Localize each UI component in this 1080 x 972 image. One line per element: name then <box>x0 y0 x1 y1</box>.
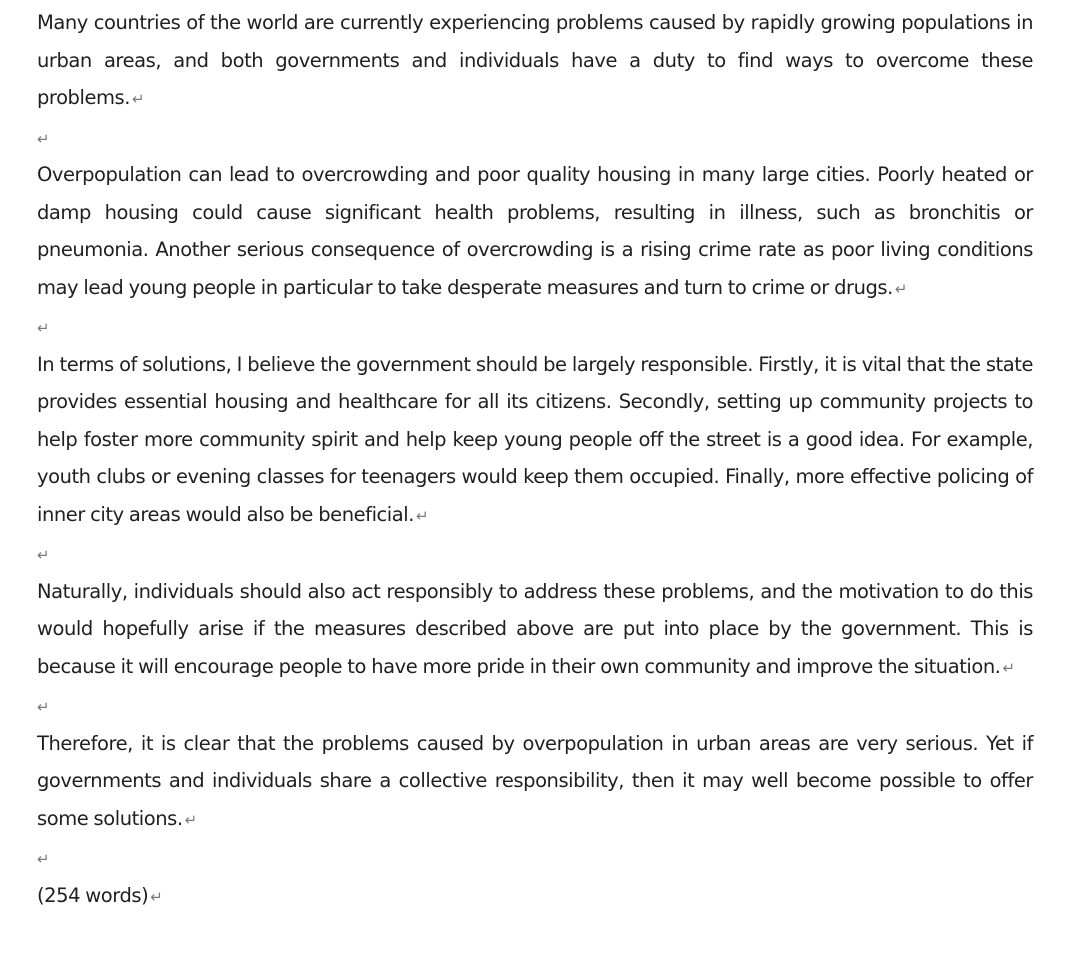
paragraph-mark-icon: ↵ <box>1002 658 1016 677</box>
empty-paragraph <box>37 308 1033 346</box>
paragraph-mark-icon: ↵ <box>150 887 163 906</box>
paragraph-mark-icon: ↵ <box>37 850 50 868</box>
paragraph-intro <box>37 4 1033 119</box>
paragraph-solutions <box>37 346 1033 536</box>
word-count <box>37 877 1033 917</box>
paragraph-text: Overpopulation can lead to overcrowding and poor quality housing in many large cities. Poorly heated or damp housing could cause significant health problems, resulting in illness, such as bronchitis or pneumonia. Another serious consequence of overcrowding is a rising crime rate as poor living conditions may lead young people in particular to take desperate measures and turn to crime or drugs. <box>37 163 1033 299</box>
paragraph-mark-icon: ↵ <box>184 810 198 829</box>
paragraph-mark-icon: ↵ <box>37 319 50 337</box>
paragraph-individuals <box>37 573 1033 688</box>
paragraph-text: Therefore, it is clear that the problems caused by overpopulation in urban areas are very serious. Yet if governments and individuals share a collective responsibility, then it may well become possible to offer some solutions. <box>37 731 1033 830</box>
paragraph-problems <box>37 156 1033 308</box>
paragraph-text: In terms of solutions, I believe the government should be largely responsible. Firstly, it is vital that the state provides essential housing and healthcare for all its citizens. Secondly, setting up community projects to help foster more community spirit and help keep young people off the street is a good idea. For example, youth clubs or evening classes for teenagers would keep them occupied. Finally, more effective policing of inner city areas would also be beneficial. <box>37 352 1033 526</box>
empty-paragraph <box>37 839 1033 877</box>
word-count-text: (254 words) <box>37 883 149 907</box>
paragraph-mark-icon: ↵ <box>37 698 50 716</box>
paragraph-mark-icon: ↵ <box>894 279 908 298</box>
paragraph-mark-icon: ↵ <box>37 546 50 564</box>
paragraph-text: Many countries of the world are currently experiencing problems caused by rapidly growing populations in urban areas, and both governments and individuals have a duty to find ways to overcome these problems. <box>37 11 1033 109</box>
paragraph-conclusion <box>37 725 1033 840</box>
empty-paragraph <box>37 687 1033 725</box>
paragraph-text: Naturally, individuals should also act responsibly to address these problems, and the motivation to do this would hopefully arise if the measures described above are put into place by the government. This is because it will encourage people to have more pride in their own community and improve the situation. <box>37 579 1033 678</box>
paragraph-mark-icon: ↵ <box>37 129 50 148</box>
paragraph-mark-icon: ↵ <box>132 90 145 108</box>
paragraph-mark-icon: ↵ <box>416 506 429 525</box>
empty-paragraph <box>37 535 1033 573</box>
document-body <box>37 4 1033 916</box>
empty-paragraph <box>37 119 1033 157</box>
